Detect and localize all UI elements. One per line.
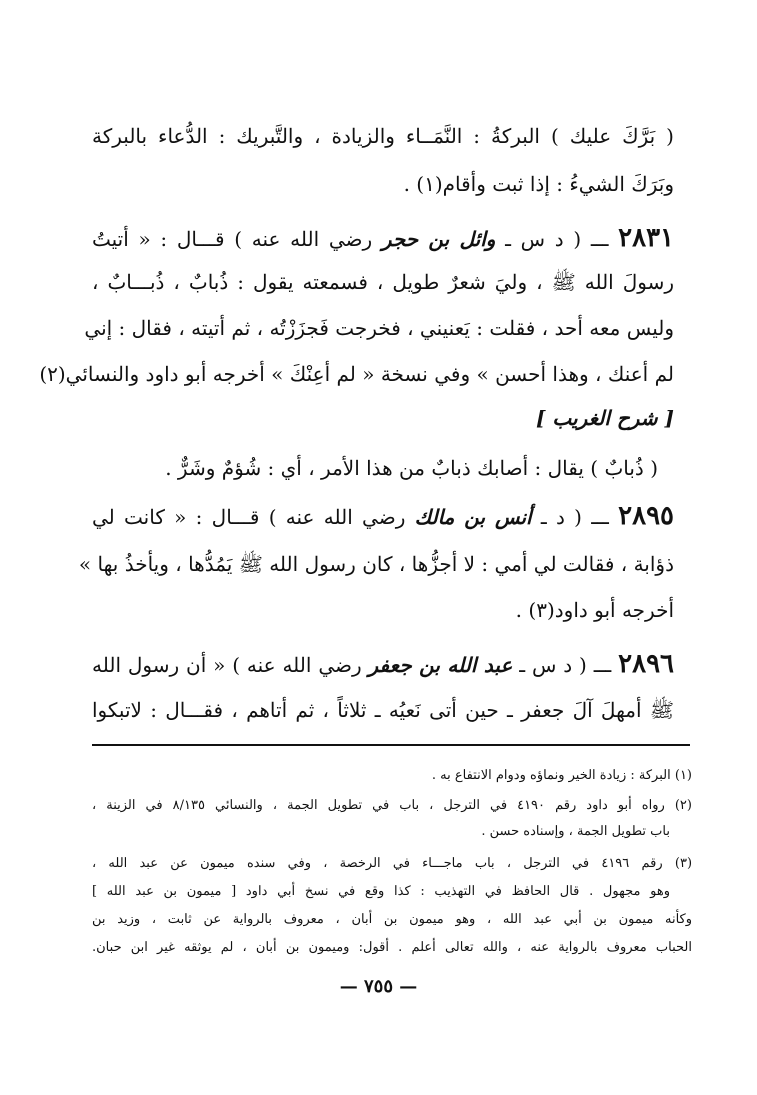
hadith-source: ( د س ـ [519, 653, 587, 677]
footnote: وكأنه ميمون بن أبي عبد الله ، وهو ميمون بن أبان ، معروف بالرواية عن ثابت ، وزيد بن [92, 912, 692, 927]
hadith-line: أخرجه أبو داود(٣) . [515, 598, 674, 622]
footnote: الحباب معروف بالرواية عنه ، والله تعالى أعلم . أقول: وميمون بن أبان ، لم يوثقه غير ابن حبان. [92, 940, 692, 955]
hadith-line: ﷺ أمهلَ آلَ جعفر ـ حين أتى نَعيُه ـ ثلاثاً ، ثم أتاهم ، فقـــال : لاتبكوا [92, 698, 674, 722]
hadith-line: لم أعنك ، وهذا أحسن » وفي نسخة « لم أعِنْكَ » أخرجه أبو داود والنسائي(٢) [39, 362, 674, 386]
footnote: باب تطويل الجمة ، وإسناده حسن . [481, 824, 670, 839]
hadith-dash: ـــ [591, 505, 609, 529]
hadith-narrator: عبد الله بن جعفر [368, 653, 513, 677]
section-heading: [ شرح الغريب ] [535, 406, 674, 430]
hadith-narrator: وائل بن حجر [381, 227, 496, 251]
footnote: (١) البركة : زيادة الخير ونماؤه ودوام الانتفاع به . [431, 768, 692, 783]
hadith-header-text: رضي الله عنه ) قـــال : « أتيتُ [92, 227, 373, 251]
hadith-number: ٢٨٩٥ [618, 501, 674, 531]
footnote: وهو مجهول . قال الحافظ في التهذيب : كذا وقع في نسخ أبي داود [ ميمون بن عبد الله ] [92, 884, 670, 899]
hadith-header-text: رضي الله عنه ) قـــال : « كانت لي [92, 505, 406, 529]
hadith-source: ( د ـ [540, 505, 582, 529]
gloss-line: وبَرَكَ الشيءُ : إذا ثبت وأقام(١) . [403, 172, 674, 196]
gloss-line: ( بَرَّكَ عليك ) البركةُ : النَّمَــاء والزيادة ، والتَّبريك : الدُّعاء بالبركة [92, 124, 674, 148]
hadith-header-text: رضي الله عنه ) « أن رسول الله [92, 653, 362, 677]
hadith-dash: ـــ [593, 653, 612, 677]
hadith-header [92, 644, 674, 684]
gloss-line: ( ذُبابٌ ) يقال : أصابك ذبابٌ من هذا الأمر ، أي : شُؤمٌ وشَرٌّ . [165, 456, 658, 480]
hadith-number: ٢٨٩٦ [618, 649, 675, 679]
hadith-source: ( د س ـ [505, 227, 582, 251]
footnote-divider [92, 744, 690, 746]
hadith-line: ذؤابة ، فقالت لي أمي : لا أجزُّها ، كان رسول الله ﷺ يَمُدُّها ، ويأخذُ بها » [78, 552, 674, 576]
hadith-dash: ـــ [590, 227, 609, 251]
page-number: — ٧٥٥ — [339, 976, 418, 997]
hadith-line: رسولَ الله ﷺ ، وليَ شعرٌ طويل ، فسمعته يقول : ذُبابٌ ، ذُبـــابٌ ، [92, 270, 674, 294]
hadith-header [92, 218, 674, 258]
hadith-narrator: أنس بن مالك [414, 505, 532, 529]
hadith-number: ٢٨٣١ [618, 223, 674, 253]
footnote: (٢) رواه أبو داود رقم ٤١٩٠ في الترجل ، باب في تطويل الجمة ، والنسائي ٨/١٣٥ في الزينة ، [92, 798, 692, 813]
footnote: (٣) رقم ٤١٩٦ في الترجل ، باب ماجـــاء في الرخصة ، وفي سنده ميمون عن عبد الله ، [92, 856, 693, 871]
hadith-line: وليس معه أحد ، فقلت : يَعنيني ، فخرجت فَجزَزْتُه ، ثم أتيته ، فقال : إني [84, 316, 674, 340]
hadith-header [92, 496, 674, 536]
